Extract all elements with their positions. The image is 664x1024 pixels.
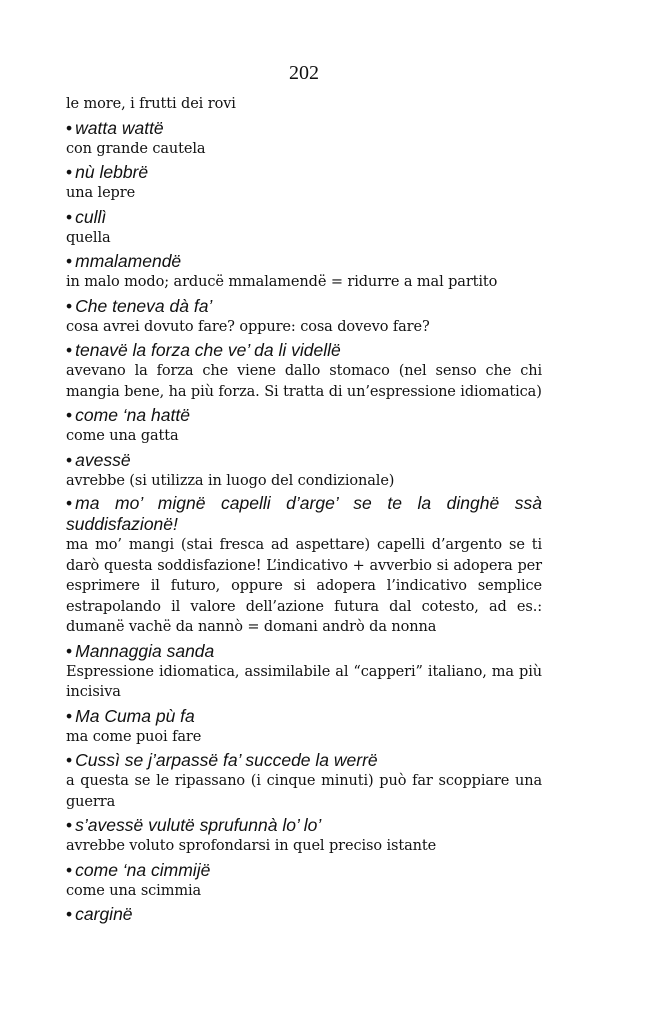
glossary-term: • nù lebbrë: [66, 162, 149, 182]
bullet-icon: •: [66, 449, 73, 470]
bullet-icon: •: [66, 251, 73, 271]
glossary-term: • cullì: [66, 206, 107, 227]
glossary-gloss: cosa avrei dovuto fare? oppure: cosa dovevo fare?: [66, 318, 430, 335]
bullet-icon: •: [66, 640, 73, 661]
bullet-icon: •: [66, 340, 73, 360]
glossary-gloss: ma come puoi fare: [66, 728, 202, 745]
bullet-icon: •: [66, 904, 73, 924]
glossary-term: • avessë: [66, 449, 131, 470]
bullet-icon: •: [66, 705, 73, 726]
page-number: 202: [289, 62, 319, 84]
glossary-gloss: avrebbe voluto sprofondarsi in quel preciso istante: [66, 838, 437, 854]
bullet-icon: •: [66, 493, 73, 513]
bullet-icon: •: [66, 206, 73, 227]
glossary-term: • Ma Cuma pù fa: [66, 705, 195, 726]
glossary-term: • Cussì se j’arpassë fa’ succede la werrë: [66, 750, 378, 770]
glossary-content: [66, 94, 542, 925]
glossary-gloss: come una gatta: [66, 428, 179, 444]
glossary-term: • Mannaggia sanda: [66, 640, 215, 661]
glossary-term: • mmalamendë: [66, 251, 182, 271]
glossary-gloss: quella: [66, 229, 111, 246]
glossary-gloss: a questa se le ripassano (i cinque minuti) può far scoppiare una guerra: [66, 773, 542, 810]
bullet-icon: •: [66, 162, 73, 182]
glossary-gloss: ma mo’ mangi (stai fresca ad aspettare) capelli d’argento se ti darò questa soddisfazione! L’indicativo + avverbio si adopera per esprimere il futuro, oppure si adopera l’indicativo semplice estrapolando il valore dell’azione futura dal cotesto, ad es.: dumanë vachë da nannò = domani andrò da nonna: [66, 537, 542, 635]
glossary-gloss: come una scimmia: [66, 882, 202, 899]
glossary-term: • tenavë la forza che ve’ da li videllë: [66, 340, 341, 360]
glossary-term: • carginë: [66, 904, 133, 924]
glossary-gloss: con grande cautela: [66, 140, 206, 157]
glossary-term: • come ‘na cimmijë: [66, 859, 211, 880]
glossary-term: • watta wattë: [66, 117, 164, 138]
glossary-term: • s’avessë vulutë sprufunnà lo’ lo’: [66, 815, 322, 835]
intro-gloss: le more, i frutti dei rovi: [66, 96, 236, 112]
glossary-term: • come ‘na hattë: [66, 405, 190, 425]
glossary-gloss: avrebbe (si utilizza in luogo del condizionale): [66, 472, 395, 489]
bullet-icon: •: [66, 117, 73, 138]
bullet-icon: •: [66, 405, 73, 425]
bullet-icon: •: [66, 295, 73, 316]
glossary-gloss: avevano la forza che viene dallo stomaco (nel senso che chi mangia bene, ha più forza. Si tratta di un’espressione idiomatica): [66, 363, 542, 400]
glossary-gloss: una lepre: [66, 185, 136, 201]
glossary-gloss: in malo modo; arducë mmalamendë = ridurre a mal partito: [66, 274, 498, 290]
bullet-icon: •: [66, 750, 73, 770]
glossary-term: • ma mo’ mignë capelli d’arge’ se te la dinghë ssà suddisfazionë!: [66, 493, 542, 534]
glossary-term: • Che teneva dà fa’: [66, 295, 213, 316]
bullet-icon: •: [66, 859, 73, 880]
glossary-gloss: Espressione idiomatica, assimilabile al “capperi” italiano, ma più incisiva: [66, 663, 542, 700]
bullet-icon: •: [66, 815, 73, 835]
